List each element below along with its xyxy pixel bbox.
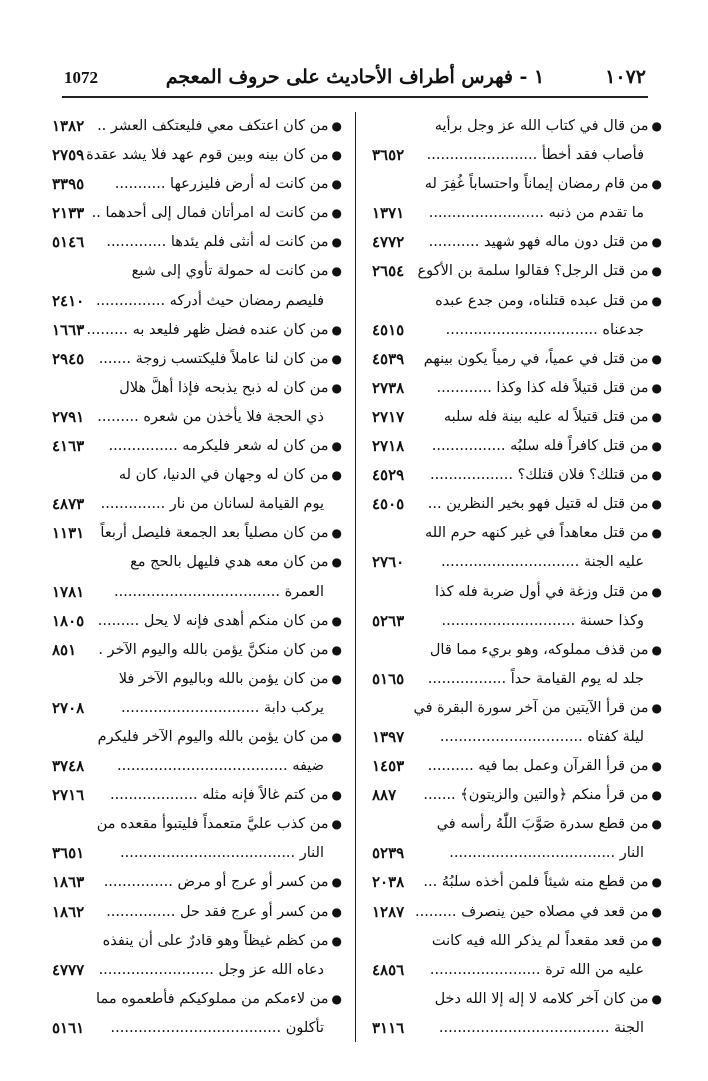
entry-text: من كان معه هدي فليهل بالحج مع <box>130 554 329 571</box>
hadith-number: ٣٣٩٥ <box>52 175 85 194</box>
index-entry <box>52 170 342 199</box>
entry-text-wrapper <box>423 868 662 897</box>
index-entry <box>372 287 662 316</box>
entry-text: من كانت له أرض فليزرعها ........... <box>114 176 329 193</box>
entry-text: فأصاب فقد أخطأ ........................ <box>426 147 644 164</box>
hadith-number: ٨٥١ <box>52 640 77 659</box>
entry-text: من كظم غيظاً وهو قادرٌ على أن ينفذه <box>102 932 329 949</box>
index-entry <box>372 636 662 665</box>
bullet-icon: ● <box>331 904 342 919</box>
entry-text-wrapper <box>427 141 644 170</box>
entry-text: من قال في كتاب الله عز وجل برأيه <box>434 118 649 134</box>
index-entry-continuation <box>52 839 342 868</box>
hadith-number: ٢٠٣٨ <box>372 873 405 892</box>
hadith-number: ٥١٦٥ <box>372 669 405 688</box>
entry-text: من كان يؤمن بالله واليوم الآخر فليكرم <box>97 728 329 745</box>
index-entry <box>372 403 662 432</box>
entry-text-wrapper <box>435 112 662 141</box>
entry-text-wrapper <box>429 199 644 228</box>
bullet-icon: ● <box>331 991 342 1006</box>
index-entry-continuation <box>372 316 662 345</box>
entry-text: النار ...................................... <box>120 845 324 862</box>
bullet-icon: ● <box>651 119 662 133</box>
bullet-icon: ● <box>651 642 662 657</box>
bullet-icon: ● <box>651 177 662 192</box>
entry-text-wrapper <box>86 141 342 170</box>
entry-text: من قتل قتيلاً له عليه بينة فله سلبه <box>443 408 649 425</box>
entry-text: فليصم رمضان حيث أدركه ............... <box>95 292 324 309</box>
entry-text-wrapper <box>110 781 342 810</box>
bullet-icon: ● <box>331 933 342 948</box>
entry-text: عليه من الله ترة ........................ <box>429 961 644 978</box>
entry-text: ما تقدم من ذنبه ......................... <box>428 205 644 222</box>
hadith-number: ٤٨٧٣ <box>52 495 85 514</box>
index-entry <box>52 519 342 548</box>
entry-text: دعاه الله عز وجل ......................... <box>98 961 324 978</box>
entry-text-wrapper <box>119 461 342 490</box>
index-entry-continuation <box>52 956 342 985</box>
bullet-icon: ● <box>331 322 342 337</box>
bullet-icon: ● <box>651 759 662 774</box>
entry-text-wrapper <box>97 810 342 839</box>
entry-text: ليلة كفتاه ............................... <box>439 728 644 745</box>
index-entry <box>52 461 342 490</box>
bullet-icon: ● <box>331 351 342 366</box>
bullet-icon: ● <box>651 526 662 541</box>
entry-text: من قتل عبده قتلناه، ومن جدع عبده <box>435 292 649 309</box>
entry-text: من قام رمضان إيماناً واحتساباً غُفِرَ له <box>424 176 649 193</box>
entry-text: من كانت له حمولة تأوي إلى شبع <box>131 263 329 280</box>
hadith-number: ٢٧٩١ <box>52 407 85 426</box>
hadith-number: ٢٧٥٩ <box>52 146 85 165</box>
index-entry-continuation <box>372 607 662 636</box>
hadith-number: ٢٧٦٠ <box>372 553 405 572</box>
entry-text-wrapper <box>97 403 324 432</box>
entry-text-wrapper <box>109 432 342 461</box>
entry-text-wrapper <box>119 665 342 694</box>
index-entry <box>52 345 342 374</box>
page-number-arabic: ١٠٧٢ <box>605 66 646 88</box>
entry-text-wrapper <box>435 287 662 316</box>
entry-text: من كان له ذبح يذبحه فإذا أهلَّ هلال <box>119 379 329 396</box>
entry-text: من قرأ منكم ﴿والتين والزيتون﴾ ....... <box>423 787 649 804</box>
index-entry <box>372 257 662 286</box>
hadith-number: ١٣٧١ <box>372 204 405 223</box>
index-entry-continuation <box>52 490 342 519</box>
index-entry-continuation <box>372 1014 662 1043</box>
entry-text: من كان لنا عاملاً فليكتسب زوجة ....... <box>98 350 329 367</box>
left-column <box>52 112 342 1042</box>
entry-text-wrapper <box>120 839 324 868</box>
hadith-number: ٢٧٣٨ <box>372 378 405 397</box>
hadith-number: ١٦٦٣ <box>52 320 85 339</box>
bullet-icon: ● <box>331 555 342 570</box>
entry-text-wrapper <box>439 1014 644 1043</box>
entry-text-wrapper <box>428 665 644 694</box>
entry-text-wrapper <box>103 927 342 956</box>
entry-text: من قطع سدرة صَوَّبَ اللّٰهُ رأسه في <box>436 816 649 833</box>
entry-text-wrapper <box>98 607 342 636</box>
entry-text: من كذب عليَّ متعمداً فليتبوأ مقعده من <box>96 816 329 833</box>
entry-text-wrapper <box>428 490 662 519</box>
entry-text: من قتل معاهداً في غير كنهه حرم الله <box>425 525 649 542</box>
entry-text: من قتل في عمياً، في رمياً يكون بينهم <box>423 350 649 367</box>
bullet-icon: ● <box>331 671 342 686</box>
entry-text: من كان آخر كلامه لا إله إلا الله دخل <box>434 990 649 1007</box>
entry-text: من كان له وجهان في الدنيا، كان له <box>118 467 329 484</box>
index-entry <box>52 781 342 810</box>
bullet-icon: ● <box>331 148 342 163</box>
entry-text-wrapper <box>424 345 662 374</box>
hadith-number: ٢٩٤٥ <box>52 349 85 368</box>
entry-text-wrapper <box>442 607 644 636</box>
bullet-icon: ● <box>331 119 342 133</box>
index-entry <box>52 548 342 577</box>
entry-text-wrapper <box>446 316 644 345</box>
entry-text-wrapper <box>437 810 662 839</box>
hadith-number: ٢٧٠٨ <box>52 698 85 717</box>
entry-text: الجنة ..................................... <box>438 1019 644 1036</box>
index-entry <box>372 228 662 257</box>
entry-text-wrapper <box>418 257 662 286</box>
index-entry <box>52 723 342 752</box>
index-entry <box>372 694 662 723</box>
index-entry-continuation <box>372 723 662 752</box>
index-entry <box>52 112 342 141</box>
index-entry <box>372 112 662 141</box>
entry-text-wrapper <box>98 723 342 752</box>
hadith-number: ٤٨٥٦ <box>372 960 405 979</box>
entry-text-wrapper <box>96 287 324 316</box>
hadith-number: ٤١٦٣ <box>52 437 85 456</box>
entry-text: يوم القيامة لسانان من نار .............. <box>100 496 324 513</box>
entry-text: عليه الجنة .............................. <box>440 554 644 571</box>
index-entry <box>52 665 342 694</box>
entry-text-wrapper <box>92 199 342 228</box>
index-entry-continuation <box>372 956 662 985</box>
entry-text: من كانت له امرأتان فمال إلى أحدهما .. <box>91 205 329 222</box>
bullet-icon: ● <box>331 264 342 279</box>
index-entry <box>52 316 342 345</box>
hadith-number: ٥١٦١ <box>52 1018 85 1037</box>
entry-text-wrapper <box>444 403 662 432</box>
hadith-number: ٢٧١٨ <box>372 437 405 456</box>
bullet-icon: ● <box>331 729 342 744</box>
index-entry <box>372 898 662 927</box>
entry-text: من كسر أو عرج فقد حل ............... <box>106 903 329 920</box>
bullet-icon: ● <box>651 584 662 599</box>
entry-text: يركب دابة .............................. <box>121 699 324 716</box>
index-entry-continuation <box>52 287 342 316</box>
entry-text-wrapper <box>104 868 342 897</box>
page-title: ١ - فهرس أطراف الأحاديث على حروف المعجم <box>165 66 545 88</box>
hadith-number: ٤٧٧٧ <box>52 960 85 979</box>
page-header <box>62 62 648 98</box>
entry-text-wrapper <box>97 112 342 141</box>
index-entry <box>372 868 662 897</box>
hadith-number: ٢١٣٣ <box>52 204 85 223</box>
bullet-icon: ● <box>651 409 662 424</box>
entry-text-wrapper <box>117 752 324 781</box>
index-entry <box>372 461 662 490</box>
hadith-number: ٢٤١٠ <box>52 291 85 310</box>
entry-text-wrapper <box>437 374 662 403</box>
entry-text-wrapper <box>441 548 644 577</box>
index-entry-continuation <box>52 694 342 723</box>
hadith-number: ٢٧١٧ <box>372 407 405 426</box>
index-entry <box>52 228 342 257</box>
entry-text: من كان مصلياً بعد الجمعة فليصل أربعاً <box>100 525 329 542</box>
bullet-icon: ● <box>651 875 662 890</box>
hadith-number: ١٣٨٢ <box>52 117 85 135</box>
index-entry <box>52 607 342 636</box>
entry-text-wrapper <box>428 752 662 781</box>
bullet-icon: ● <box>331 468 342 483</box>
bullet-icon: ● <box>331 875 342 890</box>
entry-text-wrapper <box>106 898 342 927</box>
index-entry-continuation <box>372 141 662 170</box>
index-entry <box>52 985 342 1014</box>
entry-text: جدعناه ................................. <box>445 321 644 338</box>
entry-text-wrapper <box>449 839 644 868</box>
index-entry <box>52 432 342 461</box>
entry-text: من قتل له قتيل فهو بخير النظرين ... <box>427 496 649 513</box>
bullet-icon: ● <box>331 613 342 628</box>
hadith-number: ٥٢٦٣ <box>372 611 405 630</box>
entry-text-wrapper <box>99 345 342 374</box>
entry-text-wrapper <box>435 578 662 607</box>
index-entry-continuation <box>52 1014 342 1043</box>
index-entry <box>372 752 662 781</box>
index-entry <box>372 927 662 956</box>
hadith-number: ١٨٠٥ <box>52 611 85 630</box>
bullet-icon: ● <box>331 817 342 832</box>
entry-text-wrapper <box>99 956 324 985</box>
index-entry <box>372 170 662 199</box>
bullet-icon: ● <box>651 468 662 483</box>
hadith-number: ٣٦٥١ <box>52 844 85 863</box>
hadith-number: ٨٨٧ <box>372 786 397 805</box>
index-entry <box>372 781 662 810</box>
entry-text: من كتم غالاً فإنه مثله ................... <box>110 787 329 804</box>
entry-text-wrapper <box>87 316 342 345</box>
entry-text-wrapper <box>100 519 342 548</box>
entry-text: من لاءمكم من مملوكيكم فأطعموه مما <box>96 990 329 1007</box>
entry-text-wrapper <box>423 781 662 810</box>
bullet-icon: ● <box>331 642 342 657</box>
index-entry <box>52 257 342 286</box>
index-entry-continuation <box>372 199 662 228</box>
entry-text-wrapper <box>435 985 662 1014</box>
entry-text: من كان بينه وبين قوم عهد فلا يشد عقدة <box>86 147 329 164</box>
index-entry-continuation <box>52 403 342 432</box>
hadith-number: ١٤٥٣ <box>372 757 405 776</box>
entry-text: من كانت له أنثى فلم يئدها ............. <box>106 234 329 251</box>
entry-text: من كان يؤمن بالله وباليوم الآخر فلا <box>118 670 329 687</box>
index-entry <box>52 199 342 228</box>
right-column <box>372 112 662 1042</box>
entry-text-wrapper <box>430 636 662 665</box>
bullet-icon: ● <box>651 817 662 832</box>
index-entry-continuation <box>52 578 342 607</box>
hadith-number: ١٨٦٣ <box>52 873 85 892</box>
entry-text-wrapper <box>429 228 662 257</box>
index-entry <box>52 898 342 927</box>
entry-text-wrapper <box>130 548 342 577</box>
bullet-icon: ● <box>331 788 342 803</box>
hadith-number: ١٧٨١ <box>52 582 85 601</box>
entry-text-wrapper <box>440 723 644 752</box>
bullet-icon: ● <box>651 497 662 512</box>
index-entry-continuation <box>372 548 662 577</box>
hadith-number: ٤٧٧٢ <box>372 233 405 252</box>
bullet-icon: ● <box>651 439 662 454</box>
entry-text: من قتل قتيلاً فله كذا وكذا ............ <box>436 379 649 396</box>
bullet-icon: ● <box>651 264 662 279</box>
entry-text: من قعد مقعداً لم يذكر الله فيه كانت <box>431 932 649 949</box>
entry-text-wrapper <box>119 374 342 403</box>
entry-text-wrapper <box>432 432 662 461</box>
entry-text-wrapper <box>98 636 342 665</box>
hadith-number: ٥٢٣٩ <box>372 844 405 863</box>
entry-text: النار .................................... <box>449 845 644 862</box>
bullet-icon: ● <box>331 380 342 395</box>
entry-text-wrapper <box>121 694 324 723</box>
entry-text: من قتل دون ماله فهو شهيد ........... <box>428 234 649 251</box>
entry-text: من كان له شعر فليكرمه ............... <box>108 438 329 455</box>
hadith-number: ٤٥٢٩ <box>372 466 405 485</box>
bullet-icon: ● <box>651 904 662 919</box>
entry-text: من قتل الرجل؟ فقالوا سلمة بن الأكوع <box>417 263 649 280</box>
entry-text-wrapper <box>114 578 324 607</box>
entry-text-wrapper <box>432 927 662 956</box>
bullet-icon: ● <box>331 235 342 250</box>
entry-text: من كان منكنَّ يؤمن بالله واليوم الآخر . <box>98 641 329 658</box>
index-entry <box>52 927 342 956</box>
entry-text: من قذف مملوكه، وهو بريء مما قال <box>429 641 649 658</box>
hadith-number: ٤٥٠٥ <box>372 495 405 514</box>
entry-text: من قعد في مصلاه حين ينصرف ......... <box>415 903 649 920</box>
index-entry <box>372 345 662 374</box>
index-entry <box>372 810 662 839</box>
entry-text: من قطع منه شيئاً فلمن أخذه سلبُهُ ... <box>423 874 649 891</box>
entry-text: من كان عنده فضل ظهر فليعد به ......... <box>86 321 329 338</box>
entry-text: وكذا حسنة ............................. <box>441 612 644 629</box>
entry-text: من قتل وزغة في أول ضربة فله كذا <box>435 583 649 600</box>
index-entry <box>372 519 662 548</box>
entry-text-wrapper <box>425 519 662 548</box>
entry-text-wrapper <box>415 898 662 927</box>
bullet-icon: ● <box>651 991 662 1006</box>
entry-text: من قتلك؟ فلان قتلك؟ .................. <box>430 467 649 484</box>
index-entry-continuation <box>52 752 342 781</box>
bullet-icon: ● <box>331 526 342 541</box>
entry-text: من كسر أو عرج أو مرض ............... <box>103 874 329 891</box>
index-entry <box>52 374 342 403</box>
entry-text-wrapper <box>414 694 662 723</box>
entry-text-wrapper <box>132 257 342 286</box>
bullet-icon: ● <box>651 293 662 308</box>
index-entry <box>372 578 662 607</box>
entry-text: ذي الحجة فلا يأخذن من شعره ......... <box>97 408 324 425</box>
entry-text: من قرأ القرآن وعمل بما فيه .......... <box>427 758 649 775</box>
hadith-number: ٣١١٦ <box>372 1018 405 1037</box>
entry-text-wrapper <box>430 461 662 490</box>
bullet-icon: ● <box>331 177 342 192</box>
hadith-number: ٢٦٥٤ <box>372 262 405 281</box>
entry-text: من كان منكم أهدى فإنه لا يحل ......... <box>97 612 329 629</box>
index-entry <box>52 141 342 170</box>
bullet-icon: ● <box>651 933 662 948</box>
hadith-number: ١٣٩٧ <box>372 727 405 746</box>
entry-text: العمرة .................................... <box>114 583 324 600</box>
entry-text: من قرأ الآيتين من آخر سورة البقرة في <box>413 699 649 716</box>
index-entry-continuation <box>372 839 662 868</box>
entry-text: من كان اعتكف معي فليعتكف العشر .. <box>97 118 329 134</box>
bullet-icon: ● <box>651 235 662 250</box>
entry-text: تأكلون ..................................... <box>110 1019 324 1036</box>
page-number-latin: 1072 <box>64 68 98 87</box>
index-entry <box>372 985 662 1014</box>
entry-text-wrapper <box>430 956 644 985</box>
entry-text-wrapper <box>106 228 342 257</box>
entry-text: جلد له يوم القيامة حداً ................. <box>427 670 644 687</box>
index-entry <box>52 636 342 665</box>
entry-text: ضيفه ..................................... <box>117 758 324 775</box>
entry-text-wrapper <box>96 985 342 1014</box>
bullet-icon: ● <box>651 351 662 366</box>
entry-text-wrapper <box>115 170 342 199</box>
hadith-number: ١٢٨٧ <box>372 902 405 921</box>
hadith-number: ٣٦٥٢ <box>372 146 405 165</box>
hadith-number: ٤٥١٥ <box>372 320 405 339</box>
hadith-number: ٤٥٣٩ <box>372 349 405 368</box>
hadith-number: ١١٣١ <box>52 524 85 543</box>
index-entry <box>52 810 342 839</box>
column-divider <box>355 112 356 1042</box>
bullet-icon: ● <box>331 439 342 454</box>
index-entry <box>372 432 662 461</box>
bullet-icon: ● <box>651 380 662 395</box>
index-entry <box>372 374 662 403</box>
index-entry <box>52 868 342 897</box>
hadith-number: ١٨٦٢ <box>52 902 85 921</box>
entry-text-wrapper <box>101 490 324 519</box>
hadith-number: ٢٧١٦ <box>52 786 85 805</box>
hadith-number: ٥١٤٦ <box>52 233 85 252</box>
bullet-icon: ● <box>651 788 662 803</box>
index-entry <box>372 490 662 519</box>
entry-text: من قتل كافراً فله سلبُه ................ <box>431 438 649 455</box>
bullet-icon: ● <box>651 700 662 715</box>
entry-text-wrapper <box>425 170 662 199</box>
hadith-number: ٣٧٤٨ <box>52 757 85 776</box>
index-entry-continuation <box>372 665 662 694</box>
entry-text-wrapper <box>111 1014 324 1043</box>
bullet-icon: ● <box>331 206 342 221</box>
